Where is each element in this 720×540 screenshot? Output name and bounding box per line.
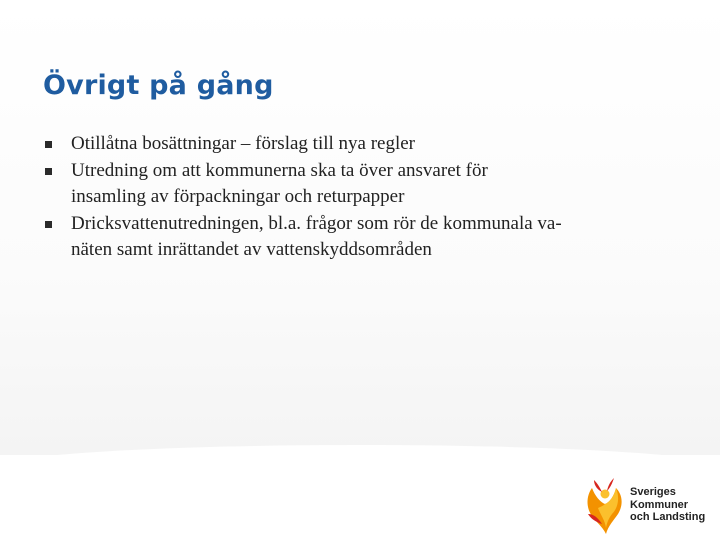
bullet-item <box>44 158 684 210</box>
bullet-text-line: näten samt inrättandet av vattenskyddsområden <box>71 239 432 260</box>
bullet-item <box>44 131 684 157</box>
bullet-text-line: Otillåtna bosättningar – förslag till nya regler <box>71 133 416 154</box>
logo-text-line: och Landsting <box>630 511 706 523</box>
bullet-text-line: insamling av förpackningar och returpapper <box>71 186 405 207</box>
skl-logo-icon <box>584 474 626 536</box>
bullet-square-icon <box>45 221 52 228</box>
bullet-text-line: Utredning om att kommunerna ska ta över ansvaret för <box>71 160 488 181</box>
logo-text-line: Kommuner <box>630 498 689 511</box>
skl-logo-text <box>630 486 705 524</box>
slide-title: Övrigt på gång <box>43 70 274 101</box>
bullet-list <box>44 131 684 264</box>
bullet-text-line: Dricksvattenutredningen, bl.a. frågor som rör de kommunala va- <box>71 213 562 234</box>
logo-text-line: Sveriges <box>630 486 676 498</box>
bullet-square-icon <box>45 141 52 148</box>
skl-logo <box>584 474 714 536</box>
bullet-item <box>44 211 684 263</box>
bullet-square-icon <box>45 168 52 175</box>
